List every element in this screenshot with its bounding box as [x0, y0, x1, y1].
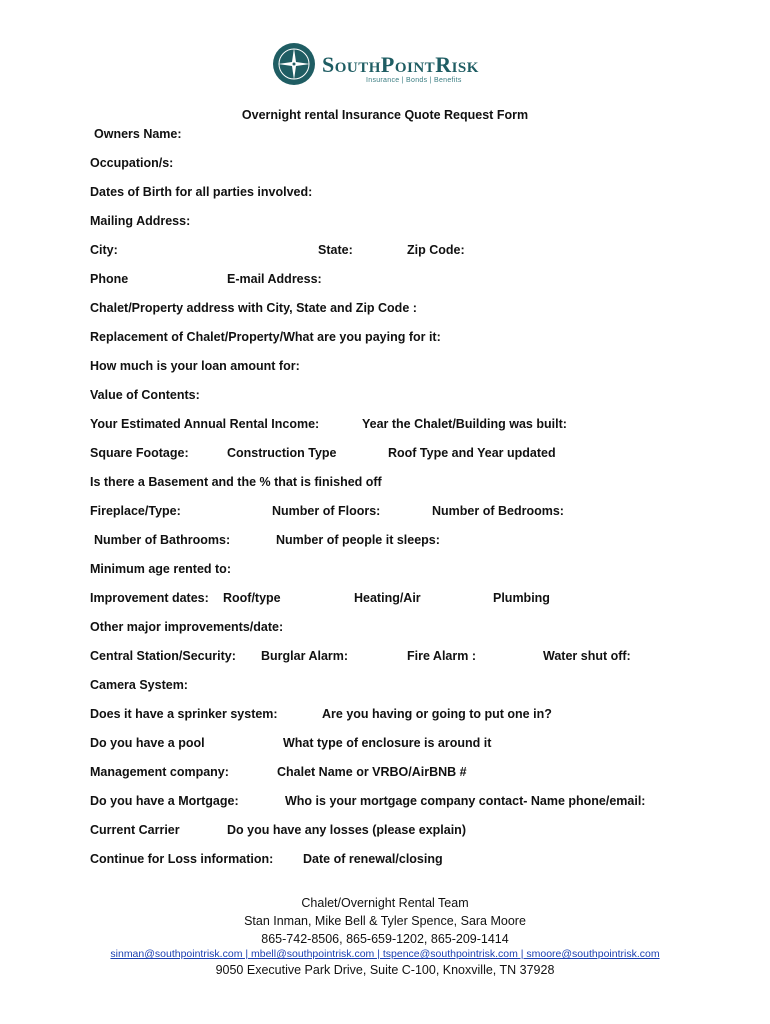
losses-label: Do you have any losses (please explain)	[227, 823, 466, 837]
zip-code-label: Zip Code:	[407, 243, 465, 257]
team-emails-link[interactable]: sinman@southpointrisk.com | mbell@southpointrisk.com | tspence@southpointrisk.com | smoore@southpointrisk.com	[110, 948, 660, 960]
floors-label: Number of Floors:	[272, 504, 381, 518]
mortgage-contact-label: Who is your mortgage company contact- Name phone/email:	[285, 794, 646, 808]
current-carrier-label: Current Carrier	[90, 823, 180, 837]
email-label: E-mail Address:	[227, 272, 322, 286]
bathrooms-label: Number of Bathrooms:	[94, 533, 231, 547]
compass-seal-icon	[272, 42, 316, 86]
construction-type-label: Construction Type	[227, 446, 337, 460]
team-members: Stan Inman, Mike Bell & Tyler Spence, Sara Moore	[244, 914, 526, 928]
roof-label: Roof/type	[223, 591, 281, 605]
heating-air-label: Heating/Air	[354, 591, 421, 605]
form-title: Overnight rental Insurance Quote Request Form	[241, 108, 529, 122]
loan-amount-label: How much is your loan amount for:	[90, 359, 300, 373]
water-shutoff-label: Water shut off:	[543, 649, 631, 663]
other-improvements-label: Other major improvements/date:	[90, 620, 284, 634]
brand-tagline: Insurance | Bonds | Benefits	[366, 77, 462, 84]
dob-label: Dates of Birth for all parties involved:	[90, 185, 313, 199]
basement-label: Is there a Basement and the % that is finished off	[90, 475, 382, 489]
mortgage-label: Do you have a Mortgage:	[90, 794, 239, 808]
team-phones: 865-742-8506, 865-659-1202, 865-209-1414	[261, 932, 509, 946]
occupation-label: Occupation/s:	[90, 156, 174, 170]
chalet-name-label: Chalet Name or VRBO/AirBNB #	[277, 765, 467, 779]
renewal-date-label: Date of renewal/closing	[303, 852, 443, 866]
mailing-address-label: Mailing Address:	[90, 214, 191, 228]
central-station-label: Central Station/Security:	[90, 649, 236, 663]
camera-system-label: Camera System:	[90, 678, 188, 692]
replacement-label: Replacement of Chalet/Property/What are you paying for it:	[90, 330, 441, 344]
contents-value-label: Value of Contents:	[90, 388, 200, 402]
city-label: City:	[90, 243, 118, 257]
improvement-dates-label: Improvement dates:	[90, 591, 209, 605]
company-logo	[272, 42, 512, 94]
fireplace-label: Fireplace/Type:	[90, 504, 181, 518]
enclosure-label: What type of enclosure is around it	[283, 736, 492, 750]
burglar-alarm-label: Burglar Alarm:	[261, 649, 349, 663]
bedrooms-label: Number of Bedrooms:	[432, 504, 564, 518]
rental-income-label: Your Estimated Annual Rental Income:	[90, 417, 320, 431]
state-label: State:	[318, 243, 353, 257]
management-company-label: Management company:	[90, 765, 229, 779]
year-built-label: Year the Chalet/Building was built:	[362, 417, 567, 431]
team-name: Chalet/Overnight Rental Team	[301, 896, 469, 910]
office-address: 9050 Executive Park Drive, Suite C-100, Knoxville, TN 37928	[215, 963, 555, 977]
sprinkler-plan-label: Are you having or going to put one in?	[322, 707, 552, 721]
sprinkler-label: Does it have a sprinker system:	[90, 707, 278, 721]
roof-type-year-label: Roof Type and Year updated	[388, 446, 556, 460]
fire-alarm-label: Fire Alarm :	[407, 649, 477, 663]
owners-name-label: Owners Name:	[94, 127, 182, 141]
phone-label: Phone	[90, 272, 129, 286]
minimum-age-label: Minimum age rented to:	[90, 562, 231, 576]
brand-wordmark: SouthPointRisk	[322, 52, 479, 77]
square-footage-label: Square Footage:	[90, 446, 189, 460]
loss-information-label: Continue for Loss information:	[90, 852, 274, 866]
pool-label: Do you have a pool	[90, 736, 205, 750]
plumbing-label: Plumbing	[493, 591, 550, 605]
sleeps-label: Number of people it sleeps:	[276, 533, 440, 547]
property-address-label: Chalet/Property address with City, State and Zip Code :	[90, 301, 417, 315]
